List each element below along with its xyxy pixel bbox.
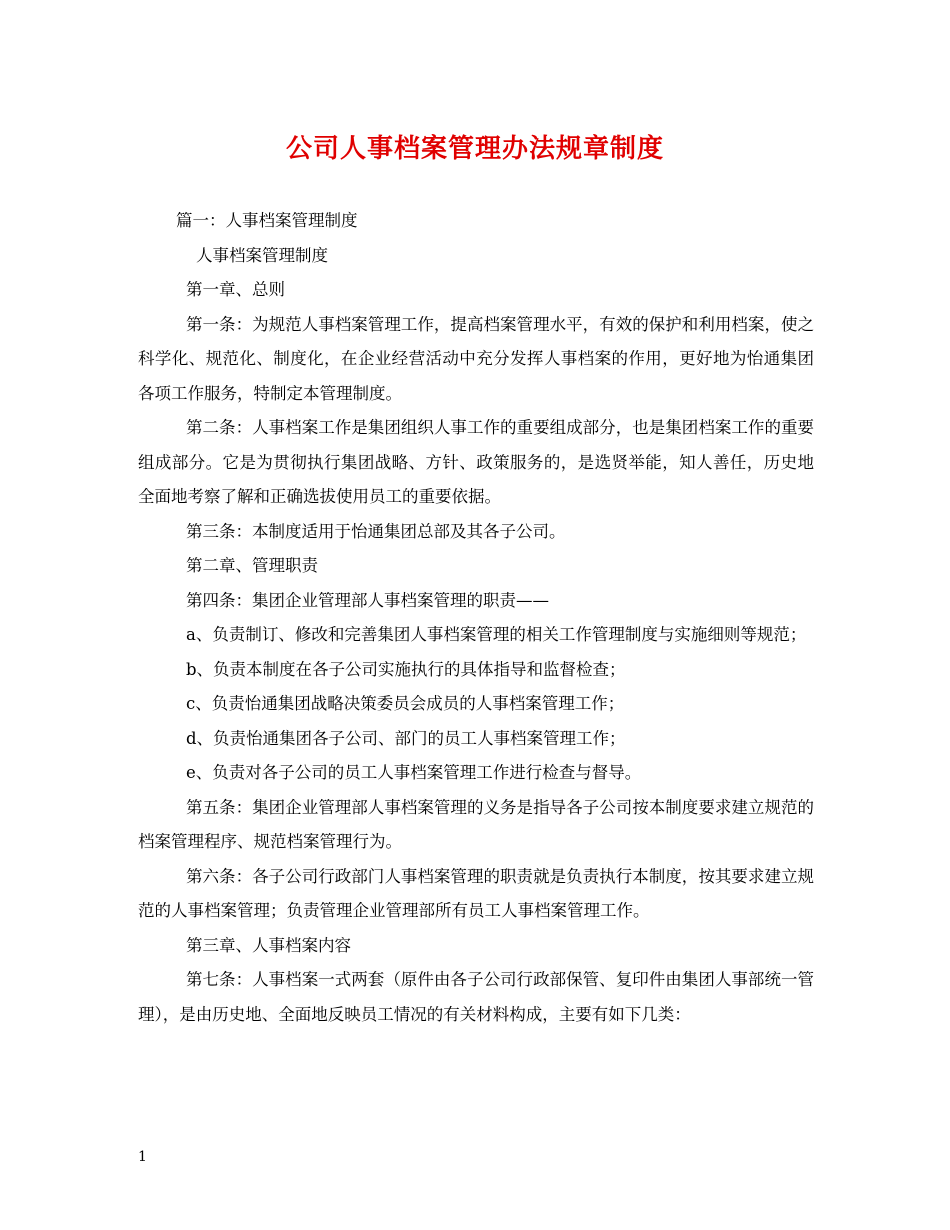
paragraph: 第七条：人事档案一式两套（原件由各子公司行政部保管、复印件由集团人事部统一管理），是由历史地、全面地反映员工情况的有关材料构成，主要有如下几类： bbox=[138, 970, 814, 1024]
paragraph: 第一条：为规范人事档案管理工作，提高档案管理水平，有效的保护和利用档案，使之科学化、规范化、制度化，在企业经营活动中充分发挥人事档案的作用，更好地为怡通集团各项工作服务，特制定本管理制度。 bbox=[138, 314, 814, 403]
list-item: a、负责制订、修改和完善集团人事档案管理的相关工作管理制度与实施细则等规范； bbox=[186, 625, 807, 644]
chapter-heading: 第一章、总则 bbox=[186, 280, 285, 299]
paragraph: 第四条：集团企业管理部人事档案管理的职责—— bbox=[186, 590, 549, 610]
list-item: b、负责本制度在各子公司实施执行的具体指导和监督检查； bbox=[186, 659, 626, 679]
page-number: 1 bbox=[138, 1149, 147, 1165]
paragraph: 人事档案管理制度 bbox=[196, 245, 328, 265]
paragraph: 第五条：集团企业管理部人事档案管理的义务是指导各子公司按本制度要求建立规范的档案管理程序、规范档案管理行为。 bbox=[138, 797, 814, 851]
page-title: 公司人事档案管理办法规章制度 bbox=[285, 134, 664, 164]
list-item: e、负责对各子公司的员工人事档案管理工作进行检查与督导。 bbox=[186, 763, 642, 782]
paragraph: 第二条：人事档案工作是集团组织人事工作的重要组成部分，也是集团档案工作的重要组成部分。它是为贯彻执行集团战略、方针、政策服务的，是选贤举能，知人善任，历史地全面地考察了解和正确选拔使用员工的重要依据。 bbox=[138, 418, 814, 506]
list-item: d、负责怡通集团各子公司、部门的员工人事档案管理工作； bbox=[186, 728, 626, 748]
list-item: c、负责怡通集团战略决策委员会成员的人事档案管理工作； bbox=[186, 694, 625, 713]
chapter-heading: 第三章、人事档案内容 bbox=[186, 935, 351, 955]
paragraph: 第三条：本制度适用于怡通集团总部及其各子公司。 bbox=[186, 521, 566, 541]
chapter-heading: 第二章、管理职责 bbox=[186, 556, 318, 575]
document-body bbox=[138, 204, 814, 1032]
paragraph: 篇一：人事档案管理制度 bbox=[176, 211, 358, 230]
paragraph: 第六条：各子公司行政部门人事档案管理的职责就是负责执行本制度，按其要求建立规范的人事档案管理；负责管理企业管理部所有员工人事档案管理工作。 bbox=[138, 866, 814, 920]
